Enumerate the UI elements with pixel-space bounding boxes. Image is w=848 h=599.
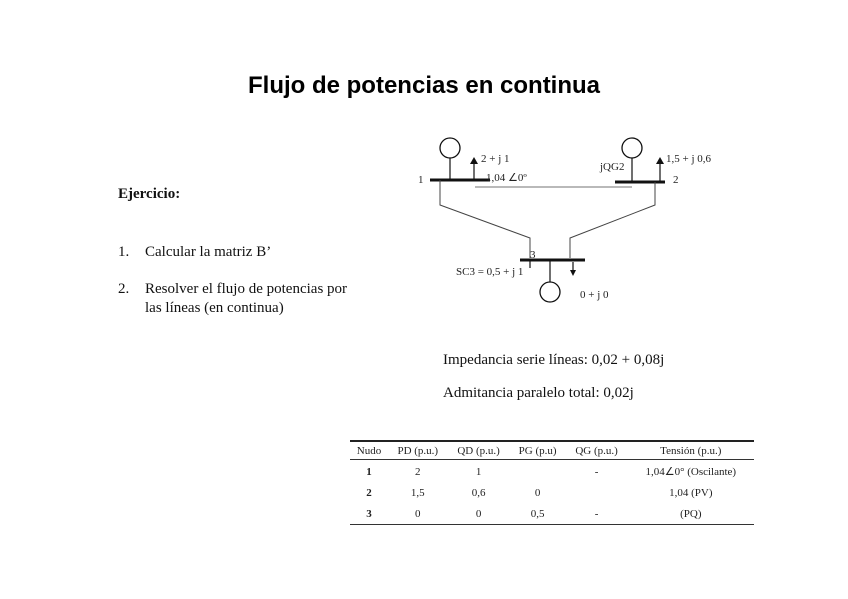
task-list [118, 243, 358, 336]
page-title: Flujo de potencias en continua [247, 72, 601, 99]
cell: 1,04∠0° (Oscilante) [645, 466, 737, 478]
exercise-label: Ejercicio: [118, 186, 181, 202]
line-2-3 [570, 182, 655, 258]
generator-2-icon [622, 138, 642, 158]
cell: 1 [475, 465, 482, 478]
bus-1-label: 1 [418, 174, 424, 186]
gen-1-power: 2 + j 1 [481, 153, 510, 165]
table-header-row [350, 441, 754, 460]
load-2-power: 1,5 + j 0,6 [666, 153, 712, 165]
cell: (PQ) [628, 503, 754, 525]
load-3-power: SC3 = 0,5 + j 1 [456, 266, 524, 278]
cell: 1,5 [410, 487, 425, 499]
cell [566, 482, 628, 503]
header-qd: QD (p.u.) [448, 441, 510, 460]
cell: - [566, 503, 628, 525]
load-1-arrowhead-icon [470, 157, 478, 164]
cell: 0 [534, 487, 541, 499]
cell: 1 [366, 465, 372, 478]
cell: 3 [350, 503, 388, 525]
gen-2-reactive: jQG2 [600, 161, 625, 173]
header-pg: PG (p.u) [510, 441, 566, 460]
header-nudo: Nudo [350, 441, 388, 460]
impedance-text: Impedancia serie líneas: 0,02 + 0,08j [443, 352, 665, 368]
cell: 0,6 [471, 487, 486, 499]
bus-data-table [350, 440, 754, 525]
task-number: 2. [118, 281, 130, 297]
load-2-arrowhead-icon [656, 157, 664, 164]
cell: - [594, 465, 599, 478]
table-row [350, 503, 754, 525]
task-text: Resolver el flujo de potencias por las líneas (en continua) [145, 281, 348, 316]
line-1-3 [440, 180, 530, 258]
header-pd: PD (p.u.) [388, 441, 448, 460]
admittance-text: Admitancia paralelo total: 0,02j [443, 385, 634, 401]
gen-3-power: 0 + j 0 [580, 289, 609, 301]
cell: 2 [366, 487, 372, 499]
cell: 0 [448, 503, 510, 525]
generator-3-icon [540, 282, 560, 302]
header-qg: QG (p.u.) [566, 441, 628, 460]
cell [510, 460, 566, 483]
task-item [118, 243, 358, 262]
cell: 1,04 (PV) [669, 487, 713, 499]
cell: 2 [415, 465, 421, 478]
bus-3-label: 3 [530, 249, 536, 261]
task-text: Calcular la matriz B’ [145, 244, 272, 260]
table-row [350, 482, 754, 503]
task-number: 1. [118, 244, 130, 260]
bus-1-voltage: 1,04 ∠0º [486, 172, 527, 184]
task-item [118, 280, 358, 318]
cell: 0,5 [510, 503, 566, 525]
header-tension: Tensión (p.u.) [628, 441, 754, 460]
power-system-diagram [360, 130, 780, 315]
cell: 0 [388, 503, 448, 525]
bus-2-label: 2 [673, 174, 679, 186]
generator-1-icon [440, 138, 460, 158]
table-row [350, 460, 754, 483]
load-3-arrowhead-icon [570, 270, 576, 276]
